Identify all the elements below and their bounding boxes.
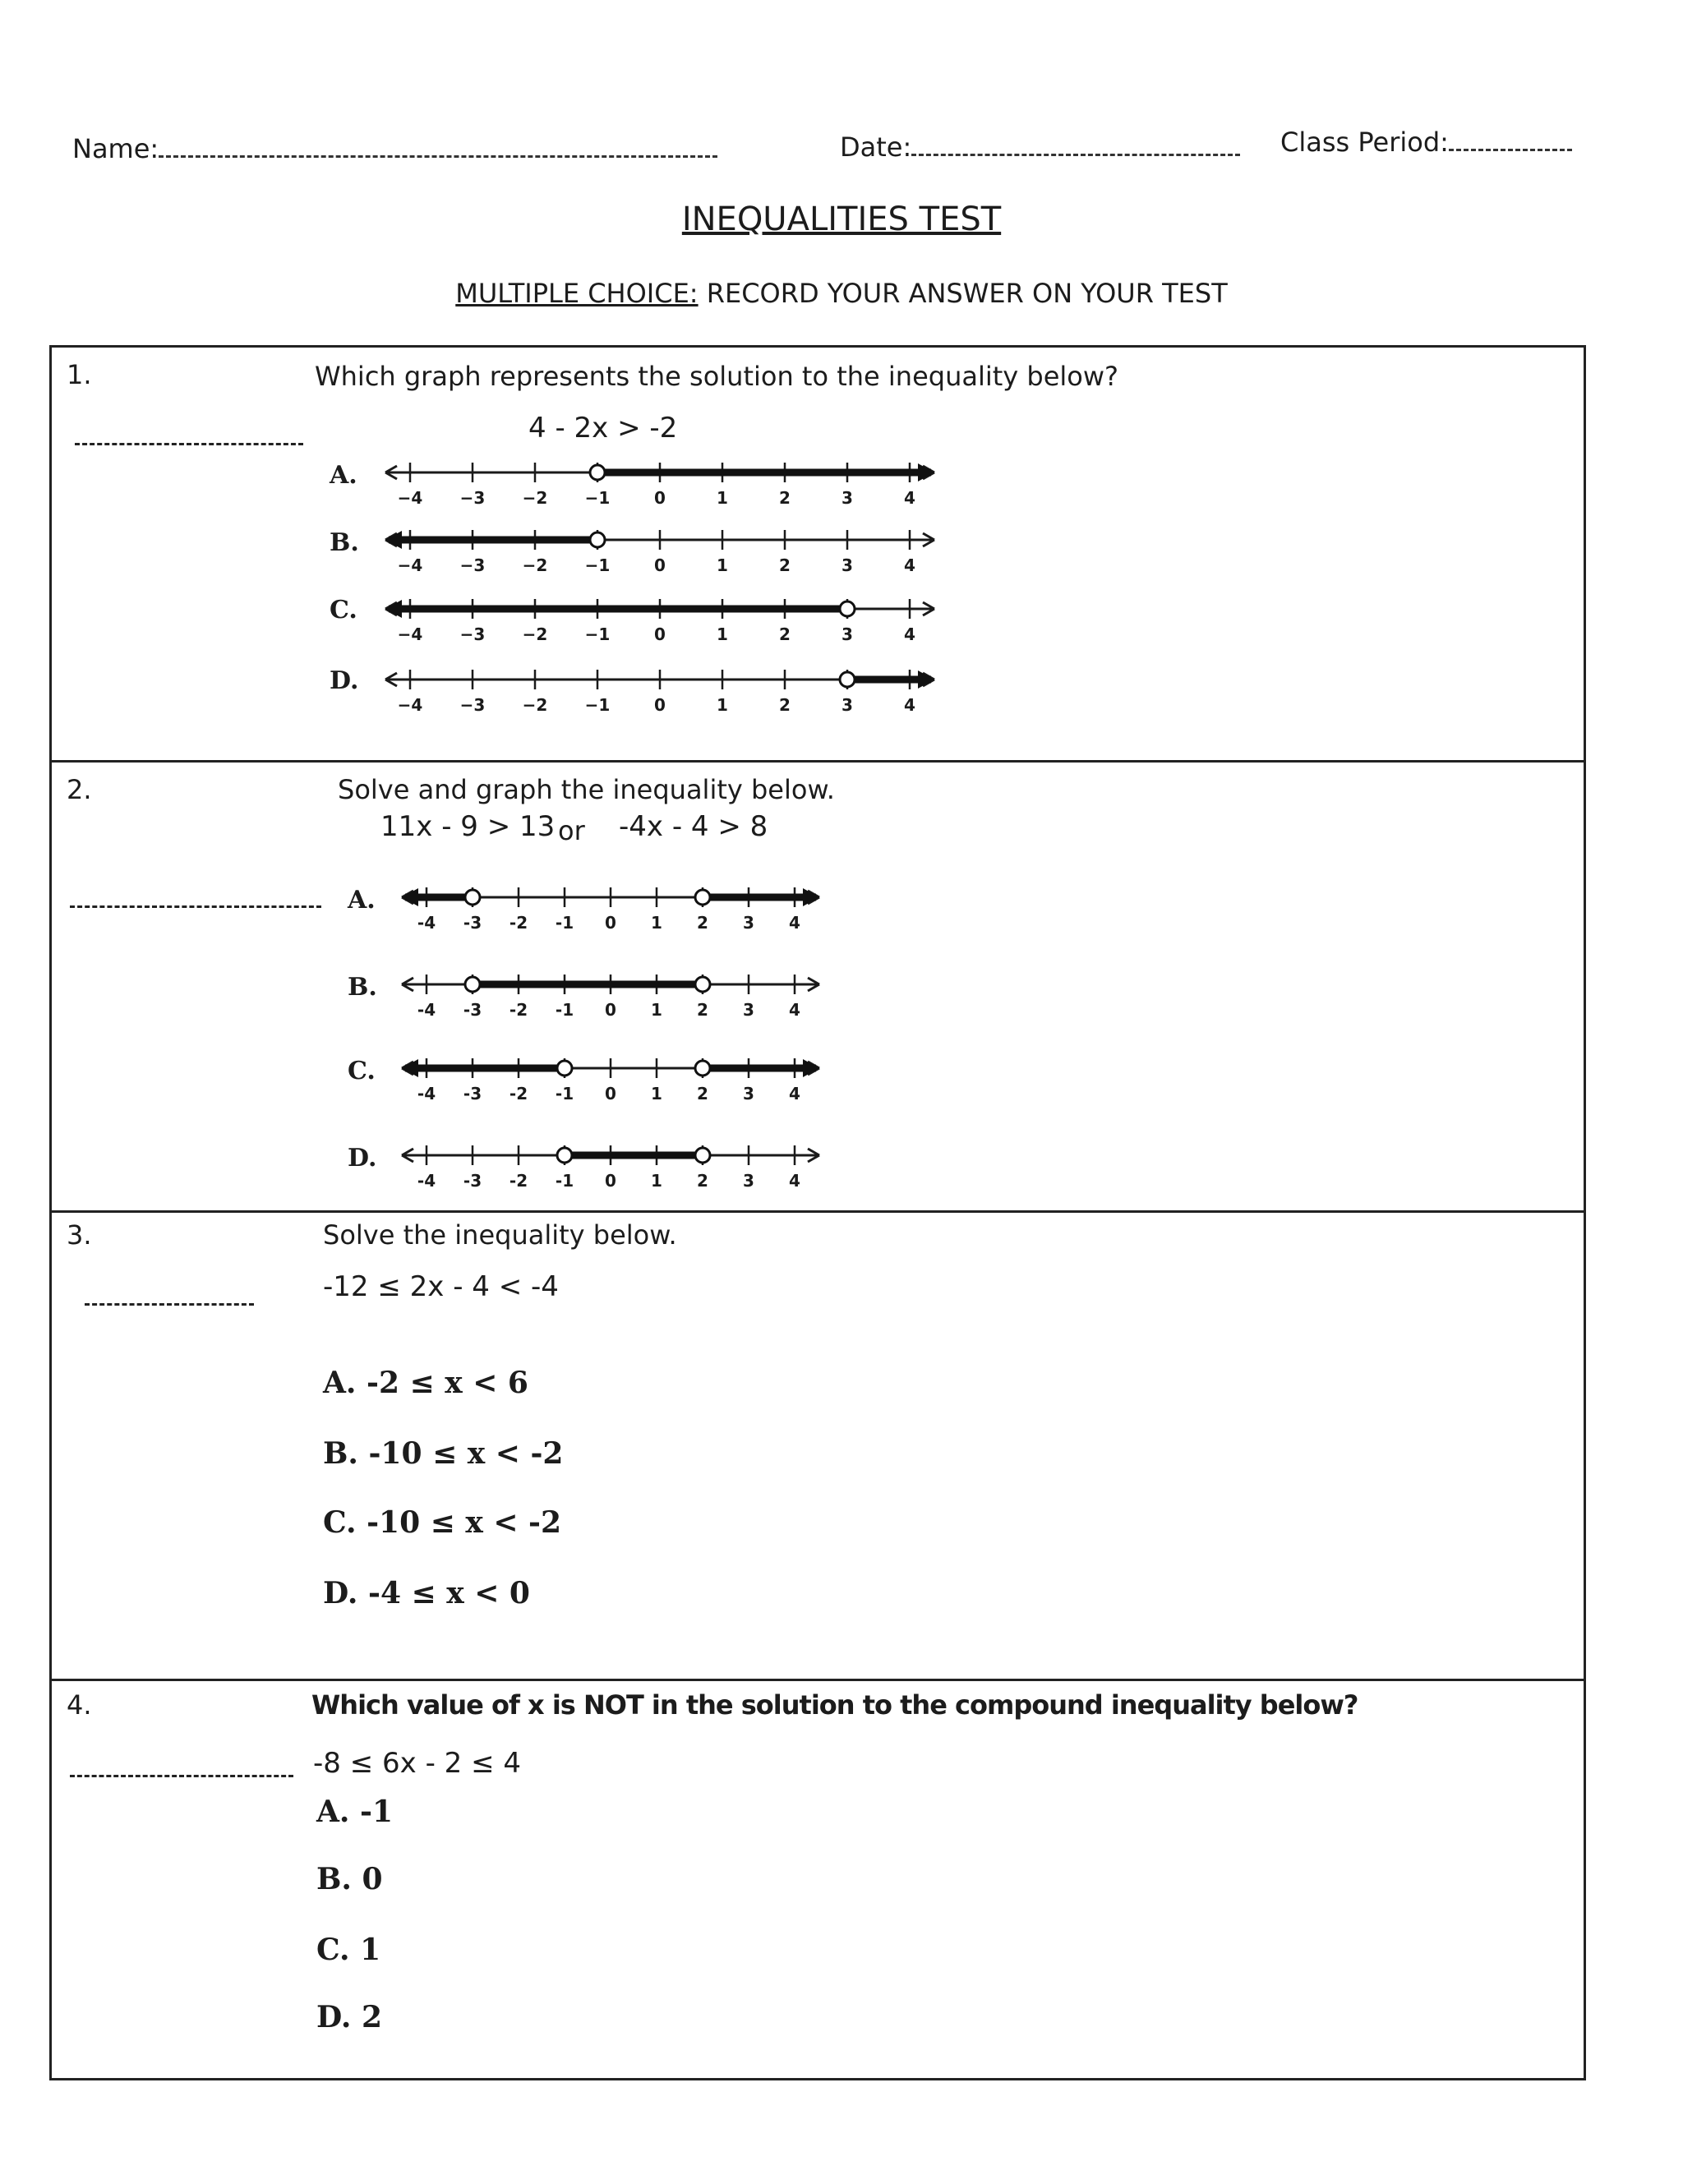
- tick-label: 3: [842, 555, 853, 575]
- q4-choice-c[interactable]: C. 1: [316, 1933, 381, 1967]
- tick-label: 2: [779, 624, 791, 644]
- question-2-or: or: [558, 815, 585, 846]
- tick-label: −4: [397, 624, 423, 644]
- tick-label: 1: [651, 1171, 662, 1191]
- name-field[interactable]: [72, 133, 717, 164]
- question-1-prompt: Which graph represents the solution to the inequality below?: [315, 361, 1119, 392]
- tick-label: 0: [654, 695, 666, 715]
- class-period-field[interactable]: [1280, 127, 1572, 158]
- tick-label: −1: [584, 624, 611, 644]
- q2-choice-c-number-line[interactable]: [397, 1053, 824, 1103]
- tick-label: -4: [417, 1084, 436, 1104]
- tick-label: 1: [651, 1000, 662, 1020]
- tick-label: −1: [584, 695, 611, 715]
- tick-label: 2: [697, 913, 708, 933]
- tick-label: -3: [463, 1084, 482, 1104]
- solution-arrow: [385, 531, 402, 549]
- q4-choice-b[interactable]: B. 0: [316, 1862, 383, 1896]
- tick-label: −3: [459, 488, 486, 508]
- q1-choice-b-number-line[interactable]: [380, 525, 939, 574]
- question-2-expression-left: 11x - 9 > 13: [380, 810, 556, 843]
- q1-choice-c-label: C.: [330, 596, 357, 624]
- q4-choice-a[interactable]: A. -1: [316, 1795, 393, 1829]
- tick-label: −3: [459, 695, 486, 715]
- tick-label: -4: [417, 1000, 436, 1020]
- tick-label: 0: [605, 1084, 616, 1104]
- q3-choice-a[interactable]: A. -2 ≤ x < 6: [323, 1366, 528, 1400]
- tick-label: 4: [904, 555, 915, 575]
- tick-label: -2: [509, 1084, 528, 1104]
- q2-choice-c-label: C.: [348, 1057, 376, 1085]
- test-title-text: INEQUALITIES TEST: [681, 200, 1002, 238]
- tick-label: 2: [697, 1000, 708, 1020]
- solution-arrow: [402, 888, 418, 906]
- tick-label: −2: [522, 555, 548, 575]
- tick-label: -2: [509, 1000, 528, 1020]
- question-table: [49, 345, 1586, 2080]
- answer-blank-2[interactable]: [70, 905, 321, 908]
- solution-arrow: [402, 1059, 418, 1077]
- q2-choice-d-label: D.: [348, 1144, 377, 1173]
- q3-choice-c[interactable]: C. -10 ≤ x < -2: [323, 1505, 562, 1540]
- question-2-number: 2.: [67, 774, 92, 805]
- tick-label: -1: [555, 1171, 574, 1191]
- tick-label: −2: [522, 488, 548, 508]
- tick-label: -3: [463, 1000, 482, 1020]
- tick-label: 2: [779, 695, 791, 715]
- open-circle: [695, 1061, 710, 1076]
- name-blank[interactable]: [159, 134, 717, 158]
- tick-label: 4: [904, 624, 915, 644]
- tick-label: −3: [459, 555, 486, 575]
- q2-choice-d-number-line[interactable]: [397, 1140, 824, 1190]
- tick-label: 4: [904, 488, 915, 508]
- date-blank[interactable]: [911, 132, 1240, 156]
- solution-arrow: [385, 600, 402, 618]
- tick-label: −2: [522, 695, 548, 715]
- instructions-heading: MULTIPLE CHOICE:: [455, 278, 699, 309]
- tick-label: −2: [522, 624, 548, 644]
- tick-label: 3: [743, 913, 754, 933]
- open-circle: [557, 1061, 572, 1076]
- q1-choice-d-label: D.: [330, 666, 359, 695]
- tick-label: 3: [842, 624, 853, 644]
- question-2-expression-right: -4x - 4 > 8: [619, 810, 768, 843]
- open-circle: [590, 532, 605, 547]
- q4-choice-d[interactable]: D. 2: [316, 2000, 383, 2034]
- open-circle: [465, 977, 480, 992]
- open-circle: [695, 1148, 710, 1163]
- tick-label: 3: [743, 1084, 754, 1104]
- open-circle: [695, 977, 710, 992]
- q2-choice-a-label: A.: [348, 886, 376, 915]
- tick-label: 3: [743, 1000, 754, 1020]
- tick-label: 3: [842, 695, 853, 715]
- tick-label: 0: [654, 555, 666, 575]
- test-title: [0, 200, 1683, 238]
- answer-blank-1[interactable]: [75, 443, 303, 445]
- q3-choice-d[interactable]: D. -4 ≤ x < 0: [323, 1576, 530, 1610]
- tick-label: 0: [654, 624, 666, 644]
- q1-choice-b-label: B.: [330, 528, 359, 557]
- q2-choice-a-number-line[interactable]: [397, 882, 824, 932]
- tick-label: −1: [584, 555, 611, 575]
- tick-label: -1: [555, 1000, 574, 1020]
- tick-label: 2: [779, 555, 791, 575]
- question-2-prompt: Solve and graph the inequality below.: [338, 774, 835, 805]
- open-circle: [590, 465, 605, 480]
- tick-label: 1: [717, 555, 728, 575]
- date-label: Date:: [840, 131, 912, 163]
- question-3-prompt: Solve the inequality below.: [323, 1219, 677, 1251]
- question-4-expression: -8 ≤ 6x - 2 ≤ 4: [313, 1747, 522, 1780]
- question-1: [52, 348, 1584, 760]
- date-field[interactable]: [840, 131, 1240, 163]
- question-4-prompt: Which value of x is NOT in the solution to the compound inequality below?: [311, 1689, 1358, 1721]
- tick-label: 4: [904, 695, 915, 715]
- question-3: [52, 1210, 1584, 1679]
- q1-choice-d-number-line[interactable]: [380, 665, 939, 714]
- q1-choice-c-number-line[interactable]: [380, 594, 939, 643]
- tick-label: 2: [779, 488, 791, 508]
- tick-label: 1: [651, 913, 662, 933]
- question-4-number: 4.: [67, 1689, 92, 1721]
- question-2: [52, 760, 1584, 1210]
- q1-choice-a-label: A.: [330, 461, 357, 490]
- class-period-blank[interactable]: [1449, 127, 1572, 151]
- tick-label: 0: [605, 1000, 616, 1020]
- answer-blank-3[interactable]: [85, 1303, 254, 1306]
- tick-label: 0: [605, 1171, 616, 1191]
- tick-label: 1: [651, 1084, 662, 1104]
- question-3-expression: -12 ≤ 2x - 4 < -4: [323, 1270, 559, 1303]
- open-circle: [465, 890, 480, 905]
- tick-label: -2: [509, 1171, 528, 1191]
- tick-label: 4: [789, 913, 800, 933]
- question-1-number: 1.: [67, 359, 92, 390]
- tick-label: −1: [584, 488, 611, 508]
- tick-label: -3: [463, 1171, 482, 1191]
- tick-label: -4: [417, 1171, 436, 1191]
- solution-arrow: [803, 1059, 819, 1077]
- open-circle: [840, 672, 855, 687]
- solution-arrow: [918, 670, 934, 689]
- tick-label: 2: [697, 1171, 708, 1191]
- tick-label: 1: [717, 488, 728, 508]
- open-circle: [840, 601, 855, 616]
- tick-label: 0: [605, 913, 616, 933]
- tick-label: -2: [509, 913, 528, 933]
- tick-label: 0: [654, 488, 666, 508]
- tick-label: 4: [789, 1084, 800, 1104]
- q1-choice-a-number-line[interactable]: [380, 458, 939, 507]
- tick-label: 1: [717, 624, 728, 644]
- class-period-label: Class Period:: [1280, 127, 1449, 158]
- question-4: [52, 1679, 1584, 2078]
- name-label: Name:: [72, 133, 159, 164]
- solution-arrow: [918, 463, 934, 481]
- tick-label: -1: [555, 1084, 574, 1104]
- tick-label: 3: [743, 1171, 754, 1191]
- tick-label: 2: [697, 1084, 708, 1104]
- question-1-expression: 4 - 2x > -2: [528, 412, 678, 445]
- q2-choice-b-number-line[interactable]: [397, 970, 824, 1019]
- open-circle: [695, 890, 710, 905]
- tick-label: -3: [463, 913, 482, 933]
- tick-label: -4: [417, 913, 436, 933]
- tick-label: 4: [789, 1171, 800, 1191]
- tick-label: −4: [397, 555, 423, 575]
- open-circle: [557, 1148, 572, 1163]
- tick-label: −4: [397, 488, 423, 508]
- q2-choice-b-label: B.: [348, 973, 377, 1002]
- tick-label: 1: [717, 695, 728, 715]
- q3-choice-b[interactable]: B. -10 ≤ x < -2: [323, 1436, 564, 1471]
- tick-label: -1: [555, 913, 574, 933]
- tick-label: 3: [842, 488, 853, 508]
- question-3-number: 3.: [67, 1219, 92, 1251]
- solution-arrow: [803, 888, 819, 906]
- instructions: [0, 278, 1683, 309]
- tick-label: 4: [789, 1000, 800, 1020]
- instructions-text: RECORD YOUR ANSWER ON YOUR TEST: [698, 278, 1228, 309]
- tick-label: −3: [459, 624, 486, 644]
- answer-blank-4[interactable]: [70, 1775, 293, 1777]
- tick-label: −4: [397, 695, 423, 715]
